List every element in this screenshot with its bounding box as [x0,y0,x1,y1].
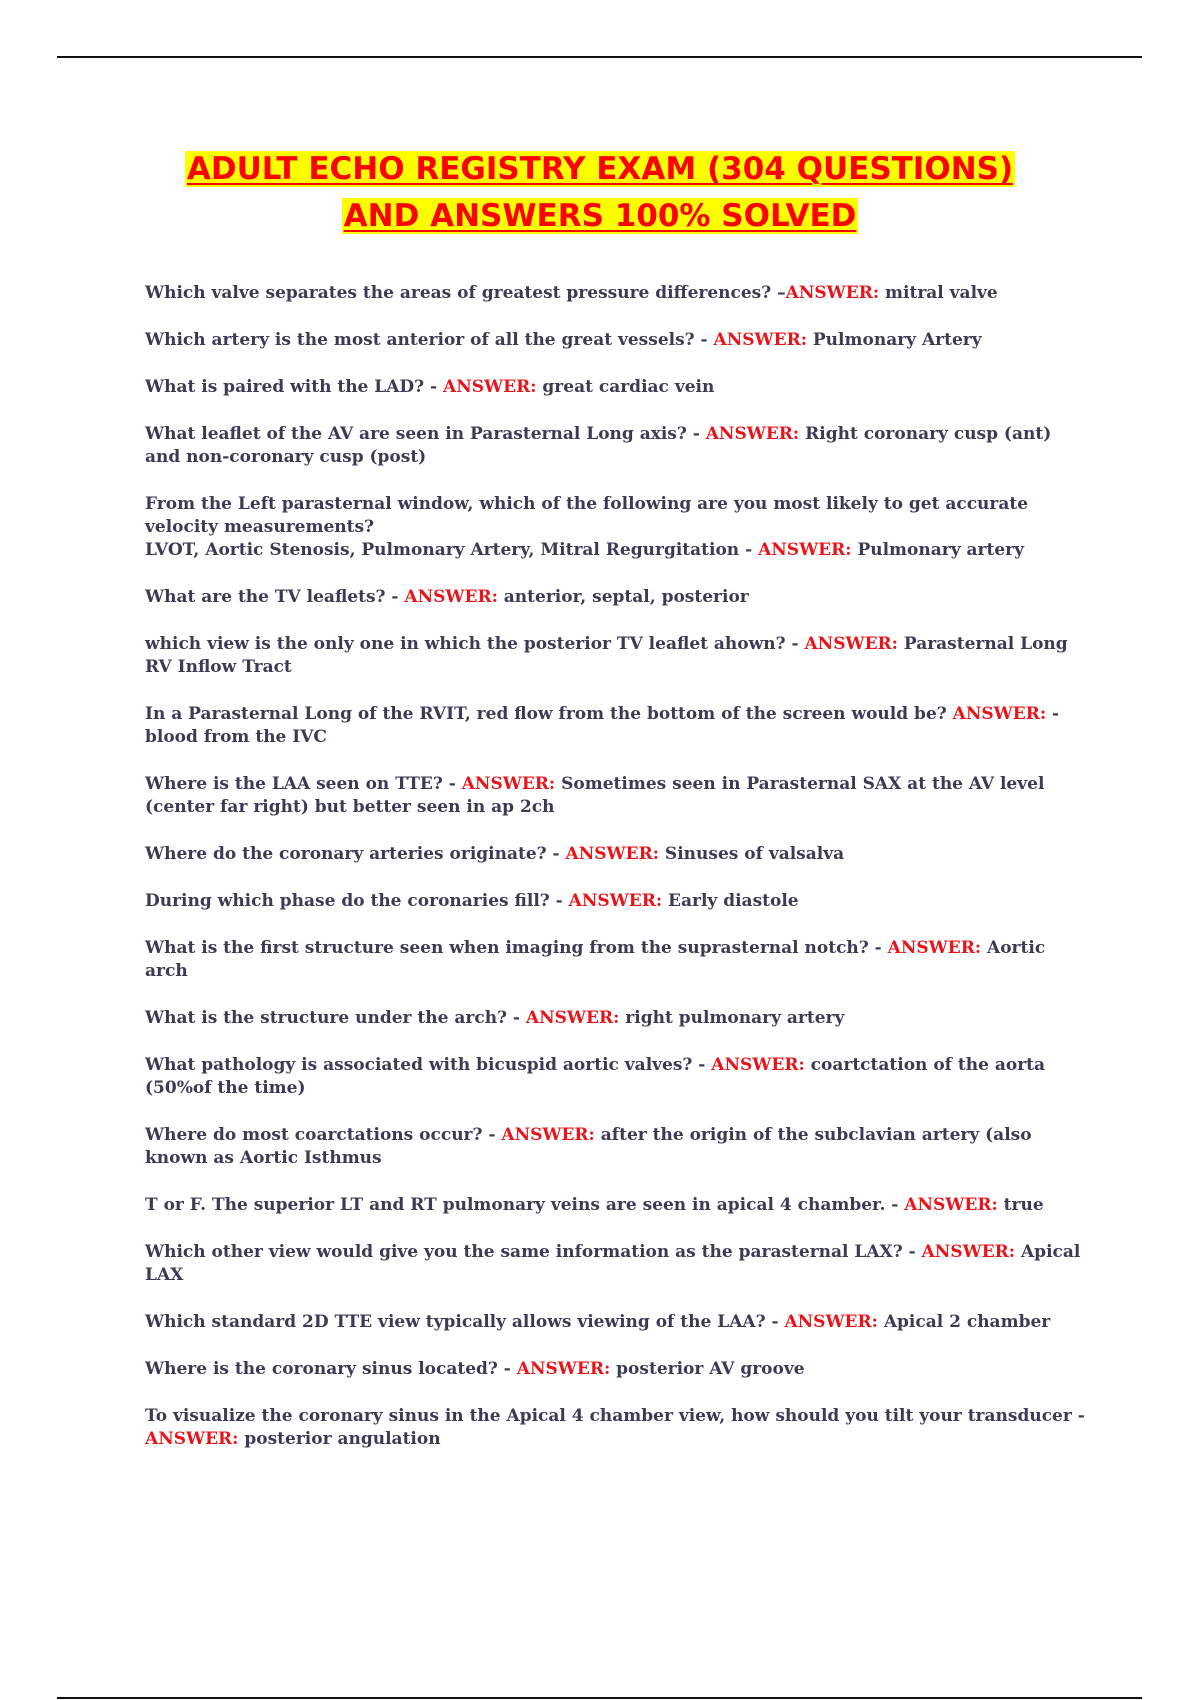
answer-text: Parasternal Long RV Inflow Tract [145,634,1068,677]
answer-label: ANSWER: [921,1242,1016,1262]
qa-item [145,773,1090,819]
qa-list [145,282,1090,1475]
answer-text: mitral valve [879,283,998,303]
question-text: T or F. The superior LT and RT pulmonary veins are seen in apical 4 chamber. - [145,1195,905,1215]
question-text: What are the TV leaflets? - [145,587,405,607]
question-text: Where is the coronary sinus located? - [145,1359,517,1379]
question-text: which view is the only one in which the posterior TV leaflet ahown? - [145,634,805,654]
question-text: What pathology is associated with bicuspid aortic valves? - [145,1055,712,1075]
answer-text: posterior AV groove [610,1359,805,1379]
answer-label: ANSWER: [785,283,880,303]
answer-text: right pulmonary artery [619,1008,845,1028]
bottom-rule [57,1697,1142,1699]
answer-text: great cardiac vein [536,377,715,397]
answer-label: ANSWER: [904,1195,998,1215]
question-text: Where is the LAA seen on TTE? - [145,774,462,794]
answer-text: true [997,1195,1044,1215]
answer-text: Aortic arch [145,938,1046,981]
answer-label: ANSWER: [758,540,852,560]
answer-text: Apical LAX [145,1242,1081,1285]
qa-item [145,493,1090,562]
question-text: Which valve separates the areas of greatest pressure differences? – [145,283,786,303]
answer-label: ANSWER: [784,1312,878,1332]
qa-item [145,633,1090,679]
answer-text: Pulmonary artery [851,540,1024,560]
answer-label: ANSWER: [565,844,659,864]
qa-item [145,1405,1090,1451]
qa-item [145,1194,1090,1217]
qa-item [145,586,1090,609]
answer-text: - blood from the IVC [145,704,1060,747]
answer-label: ANSWER: [952,704,1047,724]
question-text: Where do most coarctations occur? - [145,1125,502,1145]
question-text: To visualize the coronary sinus in the Apical 4 chamber view, how should you tilt your transducer - [145,1406,1085,1426]
qa-item [145,937,1090,983]
answer-text: posterior angulation [238,1429,441,1449]
qa-item [145,1007,1090,1030]
title-line-2: AND ANSWERS 100% SOLVED [343,198,857,234]
question-text: Which standard 2D TTE view typically allows viewing of the LAA? - [145,1312,785,1332]
answer-label: ANSWER: [516,1359,611,1379]
qa-item [145,376,1090,399]
answer-label: ANSWER: [705,424,800,444]
qa-item [145,1124,1090,1170]
answer-label: ANSWER: [461,774,556,794]
answer-label: ANSWER: [443,377,537,397]
page-title [0,146,1200,240]
answer-text: Pulmonary Artery [806,330,982,350]
answer-text: coartctation of the aorta (50%of the time) [145,1055,1046,1098]
question-text: Which other view would give you the same information as the parasternal LAX? - [145,1242,922,1262]
qa-item [145,1311,1090,1334]
answer-text: anterior, septal, posterior [497,587,749,607]
question-text: What leaflet of the AV are seen in Parasternal Long axis? - [145,424,706,444]
qa-item [145,1358,1090,1381]
answer-text: Early diastole [662,891,799,911]
answer-label: ANSWER: [145,1429,239,1449]
qa-item [145,1241,1090,1287]
answer-label: ANSWER: [713,330,807,350]
question-text: Where do the coronary arteries originate? - [145,844,566,864]
answer-text: Right coronary cusp (ant) and non-coronary cusp (post) [145,424,1052,467]
qa-item [145,1054,1090,1100]
answer-label: ANSWER: [711,1055,805,1075]
top-rule [57,56,1142,58]
question-text: During which phase do the coronaries fill? - [145,891,569,911]
question-preface: From the Left parasternal window, which of the following are you most likely to get accurate velocity measurements? [145,494,1029,537]
qa-item [145,843,1090,866]
answer-label: ANSWER: [404,587,498,607]
answer-label: ANSWER: [568,891,663,911]
question-text: In a Parasternal Long of the RVIT, red flow from the bottom of the screen would be? [145,704,953,724]
question-text: What is the structure under the arch? - [145,1008,526,1028]
qa-item [145,703,1090,749]
question-text: What is paired with the LAD? - [145,377,444,397]
answer-text: Apical 2 chamber [877,1312,1051,1332]
answer-text: after the origin of the subclavian artery (also known as Aortic Isthmus [145,1125,1032,1168]
qa-item [145,329,1090,352]
qa-item [145,282,1090,305]
answer-label: ANSWER: [525,1008,620,1028]
question-text: LVOT, Aortic Stenosis, Pulmonary Artery, Mitral Regurgitation - [145,540,759,560]
qa-item [145,890,1090,913]
answer-text: Sinuses of valsalva [659,844,845,864]
title-line-1: ADULT ECHO REGISTRY EXAM (304 QUESTIONS) [186,151,1014,187]
question-text: Which artery is the most anterior of all the great vessels? - [145,330,714,350]
question-text: What is the first structure seen when imaging from the suprasternal notch? - [145,938,888,958]
answer-label: ANSWER: [887,938,982,958]
qa-item [145,423,1090,469]
answer-text: Sometimes seen in Parasternal SAX at the AV level (center far right) but better seen in ap 2ch [145,774,1045,817]
answer-label: ANSWER: [501,1125,595,1145]
answer-label: ANSWER: [804,634,898,654]
